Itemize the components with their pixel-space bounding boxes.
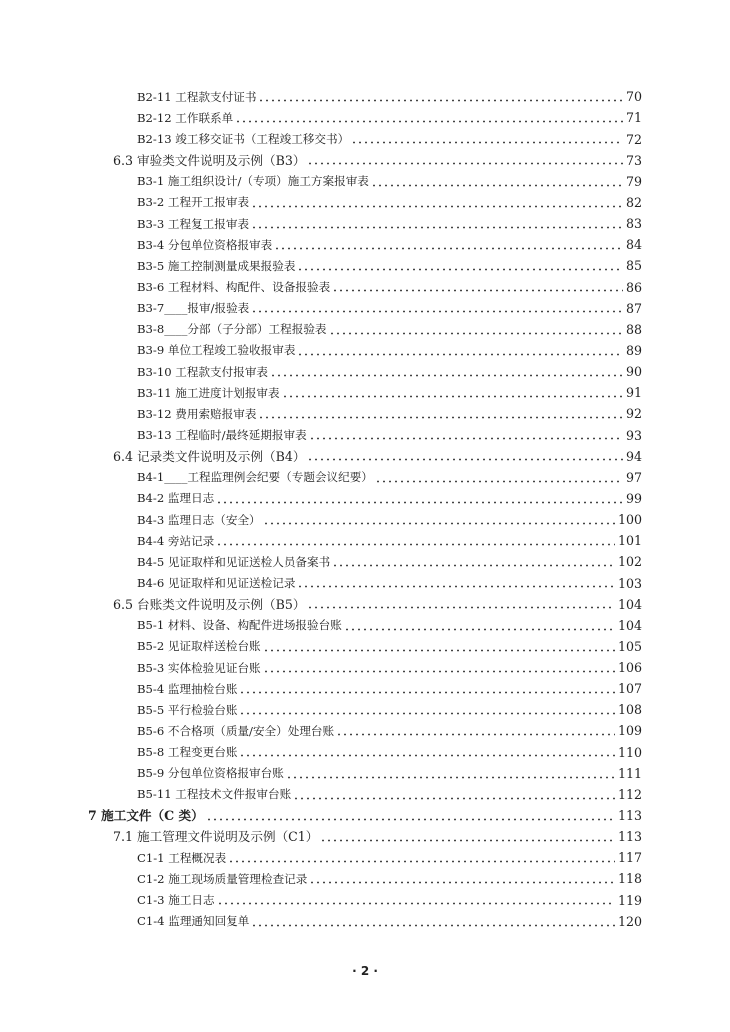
toc-entry-title: B4-6 见证取样和见证送检记录 [137,576,296,590]
toc-entry-title: B3-1 施工组织设计/（专项）施工方案报审表 [137,174,369,189]
toc-entry[interactable] [0,911,730,932]
toc-entry[interactable] [0,87,730,108]
toc-entry-page-number: 73 [625,152,642,168]
dot-leader [332,564,615,567]
dot-leader [297,268,623,271]
toc-entry[interactable] [0,869,730,890]
toc-entry-title: 7 施工文件（C 类） [88,808,204,824]
dot-leader [263,522,615,525]
dot-leader [206,818,615,821]
dot-leader [263,649,615,652]
dot-leader [307,458,623,461]
dot-leader [270,374,623,377]
toc-entry[interactable] [0,890,730,911]
toc-entry-page-number: 104 [617,596,642,612]
toc-entry-title: B3-9 单位工程竣工验收报审表 [137,343,296,358]
toc-entry-page-number: 109 [617,723,642,739]
toc-entry-page-number: 89 [625,342,642,358]
toc-entry-page-number: 107 [617,681,642,697]
toc-entry[interactable] [0,531,730,552]
toc-entry-title: B3-6 工程材料、构配件、设备报验表 [137,280,331,295]
toc-entry-title: 6.4 记录类文件说明及示例（B4） [113,448,306,464]
dot-leader [320,839,615,842]
toc-entry-page-number: 119 [617,892,642,908]
dot-leader [217,902,615,905]
toc-entry-page-number: 79 [625,173,642,189]
toc-entry-page-number: 86 [625,279,642,295]
toc-entry-page-number: 100 [617,512,642,528]
toc-entry-title: B5-5 平行检验台账 [137,702,238,717]
toc-entry-page-number: 106 [617,660,642,676]
toc-entry-title: B4-4 旁站记录 [137,533,215,548]
toc-entry[interactable] [0,679,730,700]
dot-leader [251,205,623,208]
dot-leader [371,184,623,187]
toc-entry[interactable] [0,848,730,869]
toc-entry-title: B3-7____报审/报验表 [137,301,250,316]
dot-leader [344,628,615,631]
toc-entry-page-number: 71 [625,110,642,126]
toc-entry-title: B5-1 材料、设备、构配件进场报验台账 [137,618,342,633]
toc-entry[interactable] [0,193,730,214]
toc-entry-page-number: 88 [625,321,642,337]
dot-leader [297,353,623,356]
toc-entry-page-number: 117 [617,850,642,866]
toc-entry-title: B5-9 分包单位资格报审台账 [137,766,284,781]
toc-entry-page-number: 113 [617,829,642,845]
dot-leader [216,501,623,504]
toc-entry[interactable] [0,404,730,425]
dot-leader [239,712,615,715]
toc-entry[interactable] [0,172,730,193]
toc-entry-title: B3-5 施工控制测量成果报验表 [137,258,296,273]
toc-entry[interactable] [0,150,730,171]
dot-leader [263,670,615,673]
table-of-contents [0,87,730,933]
dot-leader [293,797,615,800]
toc-entry-title: 7.1 施工管理文件说明及示例（C1） [113,829,319,845]
dot-leader [216,543,615,546]
toc-entry[interactable] [0,277,730,298]
toc-entry-title: B5-2 见证取样送检台账 [137,639,261,654]
dot-leader [336,733,615,736]
toc-entry[interactable] [0,658,730,679]
toc-entry-page-number: 113 [617,808,642,824]
toc-entry[interactable] [0,468,730,489]
dot-leader [251,310,623,313]
toc-entry[interactable] [0,235,730,256]
toc-entry-title: B2-12 工作联系单 [137,110,234,125]
toc-entry-page-number: 92 [625,406,642,422]
dot-leader [286,776,615,779]
toc-entry-title: B3-3 工程复工报审表 [137,216,250,231]
dot-leader [307,606,615,609]
toc-entry[interactable] [0,721,730,742]
toc-entry-page-number: 111 [617,765,642,781]
toc-entry-title: B4-3 监理日志（安全） [137,512,261,527]
toc-entry[interactable] [0,573,730,594]
dot-leader [239,754,615,757]
dot-leader [239,691,615,694]
toc-entry-page-number: 87 [625,300,642,316]
dot-leader [282,395,623,398]
toc-entry-title: B3-2 工程开工报审表 [137,195,250,210]
toc-entry[interactable] [0,785,730,806]
page-number: · 2 · [352,964,378,978]
toc-entry[interactable] [0,594,730,615]
toc-entry-title: B5-4 监理抽检台账 [137,681,238,696]
toc-entry-page-number: 110 [617,744,642,760]
toc-entry[interactable] [0,383,730,404]
toc-entry-page-number: 112 [617,786,642,802]
toc-entry-page-number: 103 [617,575,642,591]
dot-leader [307,162,623,165]
dot-leader [309,437,623,440]
dot-leader [251,226,623,229]
dot-leader [332,289,623,292]
toc-entry-page-number: 118 [617,871,642,887]
toc-entry-title: B5-3 实体检验见证台账 [137,660,261,675]
toc-entry[interactable] [0,827,730,848]
toc-entry[interactable] [0,552,730,573]
toc-entry-page-number: 99 [625,490,642,506]
toc-entry[interactable] [0,510,730,531]
toc-entry[interactable] [0,129,730,150]
toc-entry-page-number: 102 [617,554,642,570]
toc-entry-title: B3-12 费用索赔报审表 [137,406,257,421]
toc-entry-title: B4-5 见证取样和见证送检人员备案书 [137,554,331,569]
toc-entry[interactable] [0,362,730,383]
dot-leader [375,480,623,483]
toc-entry-page-number: 93 [625,427,642,443]
toc-entry[interactable] [0,298,730,319]
toc-entry-title: B3-13 工程临时/最终延期报审表 [137,428,307,443]
dot-leader [235,120,623,123]
toc-entry-page-number: 120 [617,913,642,929]
toc-entry-title: B5-6 不合格项（质量/安全）处理台账 [137,723,335,738]
toc-entry-page-number: 85 [625,258,642,274]
toc-entry[interactable] [0,616,730,637]
toc-entry[interactable] [0,214,730,235]
toc-entry[interactable] [0,341,730,362]
toc-entry[interactable] [0,764,730,785]
toc-entry-title: B5-11 工程技术文件报审台账 [137,787,292,802]
dot-leader [258,99,623,102]
toc-entry-title: B3-8____分部（子分部）工程报验表 [137,322,327,337]
toc-entry-page-number: 104 [617,617,642,633]
toc-entry-title: B2-11 工程款支付证书 [137,89,257,104]
dot-leader [351,141,623,144]
dot-leader [274,247,623,250]
toc-entry-title: B4-1____工程监理例会纪要（专题会议纪要） [137,470,373,485]
dot-leader [251,924,615,927]
toc-entry[interactable] [0,108,730,129]
toc-entry-page-number: 97 [625,469,642,485]
toc-entry-page-number: 94 [625,448,642,464]
toc-entry[interactable] [0,700,730,721]
toc-entry-title: C1-4 监理通知回复单 [137,914,250,929]
toc-entry-page-number: 72 [625,131,642,147]
dot-leader [329,332,623,335]
toc-entry-title: C1-3 施工日志 [137,893,215,908]
toc-entry-page-number: 82 [625,194,642,210]
toc-entry-page-number: 70 [625,89,642,105]
toc-entry-title: C1-2 施工现场质量管理检查记录 [137,871,308,886]
toc-entry-title: 6.3 审验类文件说明及示例（B3） [113,152,306,168]
dot-leader [309,881,615,884]
toc-entry[interactable] [0,742,730,763]
toc-entry-title: C1-1 工程概况表 [137,850,227,865]
toc-entry[interactable] [0,637,730,658]
dot-leader [297,585,615,588]
toc-entry[interactable] [0,425,730,446]
toc-entry[interactable] [0,446,730,467]
toc-entry[interactable] [0,806,730,827]
toc-entry-title: B5-8 工程变更台账 [137,745,238,760]
toc-entry-page-number: 108 [617,702,642,718]
toc-entry-page-number: 90 [625,364,642,380]
toc-entry[interactable] [0,256,730,277]
toc-entry-title: 6.5 台账类文件说明及示例（B5） [113,596,306,612]
toc-entry-title: B2-13 竣工移交证书（工程竣工移交书） [137,132,350,147]
dot-leader [258,416,623,419]
toc-entry-page-number: 83 [625,216,642,232]
toc-entry-page-number: 84 [625,237,642,253]
toc-entry-title: B4-2 监理日志 [137,491,215,506]
dot-leader [228,860,615,863]
toc-entry-page-number: 91 [625,385,642,401]
toc-entry-page-number: 101 [617,533,642,549]
toc-entry-title: B3-4 分包单位资格报审表 [137,237,273,252]
toc-entry[interactable] [0,320,730,341]
toc-entry-title: B3-11 施工进度计划报审表 [137,385,280,400]
toc-entry-title: B3-10 工程款支付报审表 [137,364,269,379]
toc-entry-page-number: 105 [617,638,642,654]
toc-entry[interactable] [0,489,730,510]
